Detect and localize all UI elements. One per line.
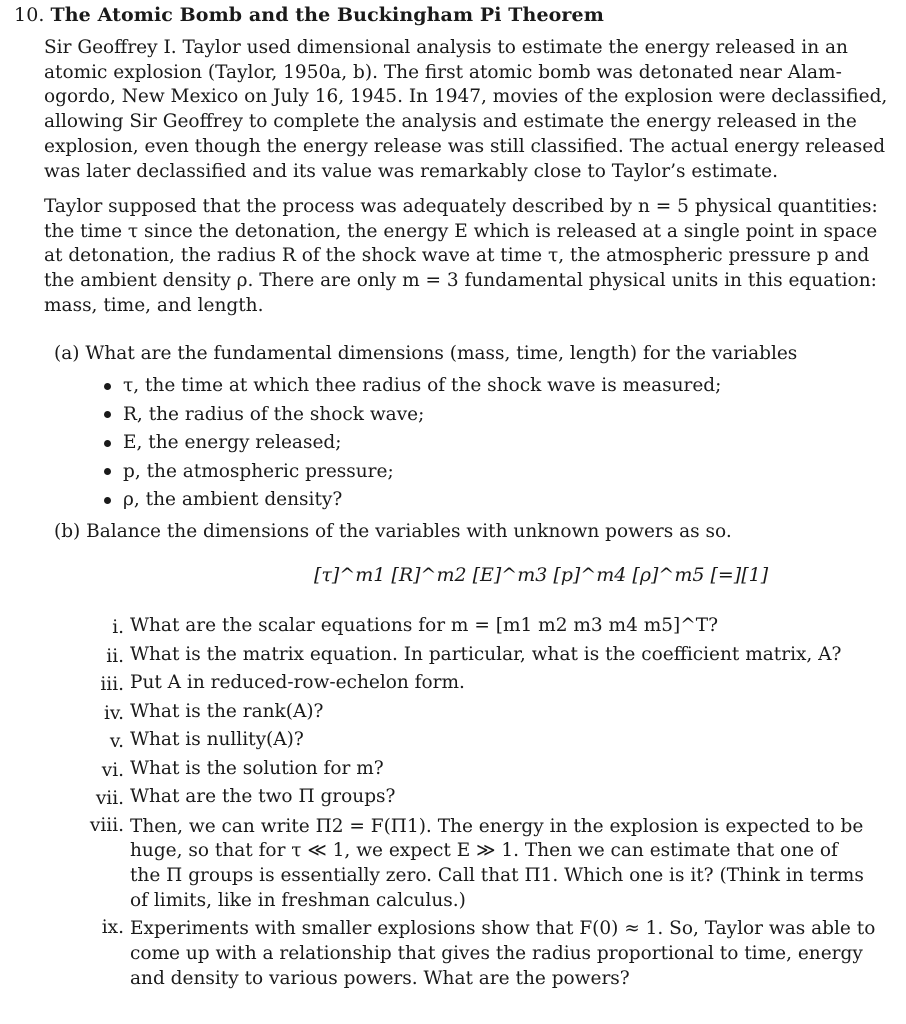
subquestion-line: huge, so that for τ ≪ 1, we expect E ≫ 1. Then we can estimate that one of [130,840,838,862]
subquestion-text: Put A in reduced-row-echelon form. [130,672,465,693]
intro-line: was later declassified and its value was remarkably close to Taylor’s estimate. [44,160,778,182]
bullet-dot-icon [104,383,111,390]
part-b-subquestions [74,614,876,995]
bullet-item [104,401,721,430]
subquestion-ii [74,643,842,672]
setup-line: the ambient density ρ. There are only m = 3 fundamental physical units in this equation: [44,270,877,292]
subquestion-iii [74,671,830,700]
problem-number: 10. [14,4,45,26]
roman-numeral: iii. [100,674,124,695]
subquestion-text: What is nullity(A)? [130,729,304,750]
intro-line: atomic explosion (Taylor, 1950a, b). The first atomic bomb was detonated near Alam- [44,61,842,83]
bullet-text: ρ, the ambient density? [123,489,343,510]
roman-numeral: iv. [103,702,124,724]
bullet-dot-icon [104,468,111,475]
subquestion-text: What is the rank(A)? [130,700,324,722]
subquestion-line: of limits, like in freshman calculus.) [130,889,466,911]
part-b-text: Balance the dimensions of the variables with unknown powers as so. [86,521,732,542]
roman-numeral: i. [112,617,124,638]
subquestion-text: What are the scalar equations for m = [m1 m2 m3 m4 m5]^T? [130,615,719,636]
subquestion-viii [74,814,864,914]
setup-line: Taylor supposed that the process was adequately described by n = 5 physical quantities: [44,196,878,217]
part-b-question [54,520,732,545]
bullet-text: E, the energy released; [123,432,342,453]
roman-numeral: vi. [101,759,124,781]
subquestion-text: What is the solution for m? [130,757,384,779]
subquestion-line: and density to various powers. What are the powers? [130,967,630,989]
roman-numeral: viii. [89,814,124,836]
setup-line: the time τ since the detonation, the energy E which is released at a single point in space [44,220,878,242]
dimension-equation: [τ]^m1 [R]^m2 [E]^m3 [p]^m4 [ρ]^m5 [=][1] [314,564,769,586]
subquestion-i [74,614,830,643]
part-a-bullet-list [104,372,721,515]
roman-numeral: ii. [106,645,124,667]
subquestion-ix [74,917,876,991]
subquestion-iv [74,700,830,729]
problem-title: The Atomic Bomb and the Buckingham Pi Theorem [50,4,604,26]
subquestion-text: What is the matrix equation. In particular, what is the coefficient matrix, A? [130,643,842,665]
intro-line: Sir Geoffrey I. Taylor used dimensional analysis to estimate the energy released in an [44,37,848,58]
subquestion-v [74,728,830,757]
intro-line: explosion, even though the energy release was still classified. The actual energy released [44,135,886,157]
intro-line: ogordo, New Mexico on July 16, 1945. In 1947, movies of the explosion were declassified, [44,86,888,108]
subquestion-line: Then, we can write Π2 = F(Π1). The energy in the explosion is expected to be [130,815,864,837]
bullet-dot-icon [104,411,111,418]
part-a-text: What are the fundamental dimensions (mass, time, length) for the variables [85,343,798,364]
subquestion-vi [74,757,830,786]
subquestion-vii [74,785,830,814]
bullet-text: p, the atmospheric pressure; [123,460,394,482]
subquestion-line: come up with a relationship that gives the radius proportional to time, energy [130,943,863,965]
bullet-dot-icon [104,497,111,504]
part-a-question [54,342,797,367]
setup-line: mass, time, and length. [44,294,264,316]
bullet-dot-icon [104,440,111,447]
subquestion-text [130,917,876,991]
intro-line: allowing Sir Geoffrey to complete the analysis and estimate the energy released in the [44,111,857,133]
bullet-item [104,486,721,515]
subquestion-line: Experiments with smaller explosions show that F(0) ≈ 1. So, Taylor was able to [130,918,876,940]
bullet-item [104,372,721,401]
subquestion-text [130,815,864,914]
subquestion-text: What are the two Π groups? [130,786,396,807]
roman-numeral: vii. [95,788,124,809]
problem-heading [14,4,604,26]
roman-numeral: v. [109,731,124,752]
bullet-item [104,429,721,458]
subquestion-line: the Π groups is essentially zero. Call that Π1. Which one is it? (Think in terms [130,864,864,886]
setup-line: at detonation, the radius R of the shock wave at time τ, the atmospheric pressure p and [44,245,870,267]
part-b-label: (b) [54,521,81,542]
intro-paragraph [44,36,888,184]
bullet-text: τ, the time at which thee radius of the shock wave is measured; [123,375,722,396]
bullet-text: R, the radius of the shock wave; [123,403,425,425]
bullet-item [104,458,721,487]
setup-paragraph [44,195,878,319]
part-a-label: (a) [54,343,80,364]
roman-numeral: ix. [101,917,124,939]
